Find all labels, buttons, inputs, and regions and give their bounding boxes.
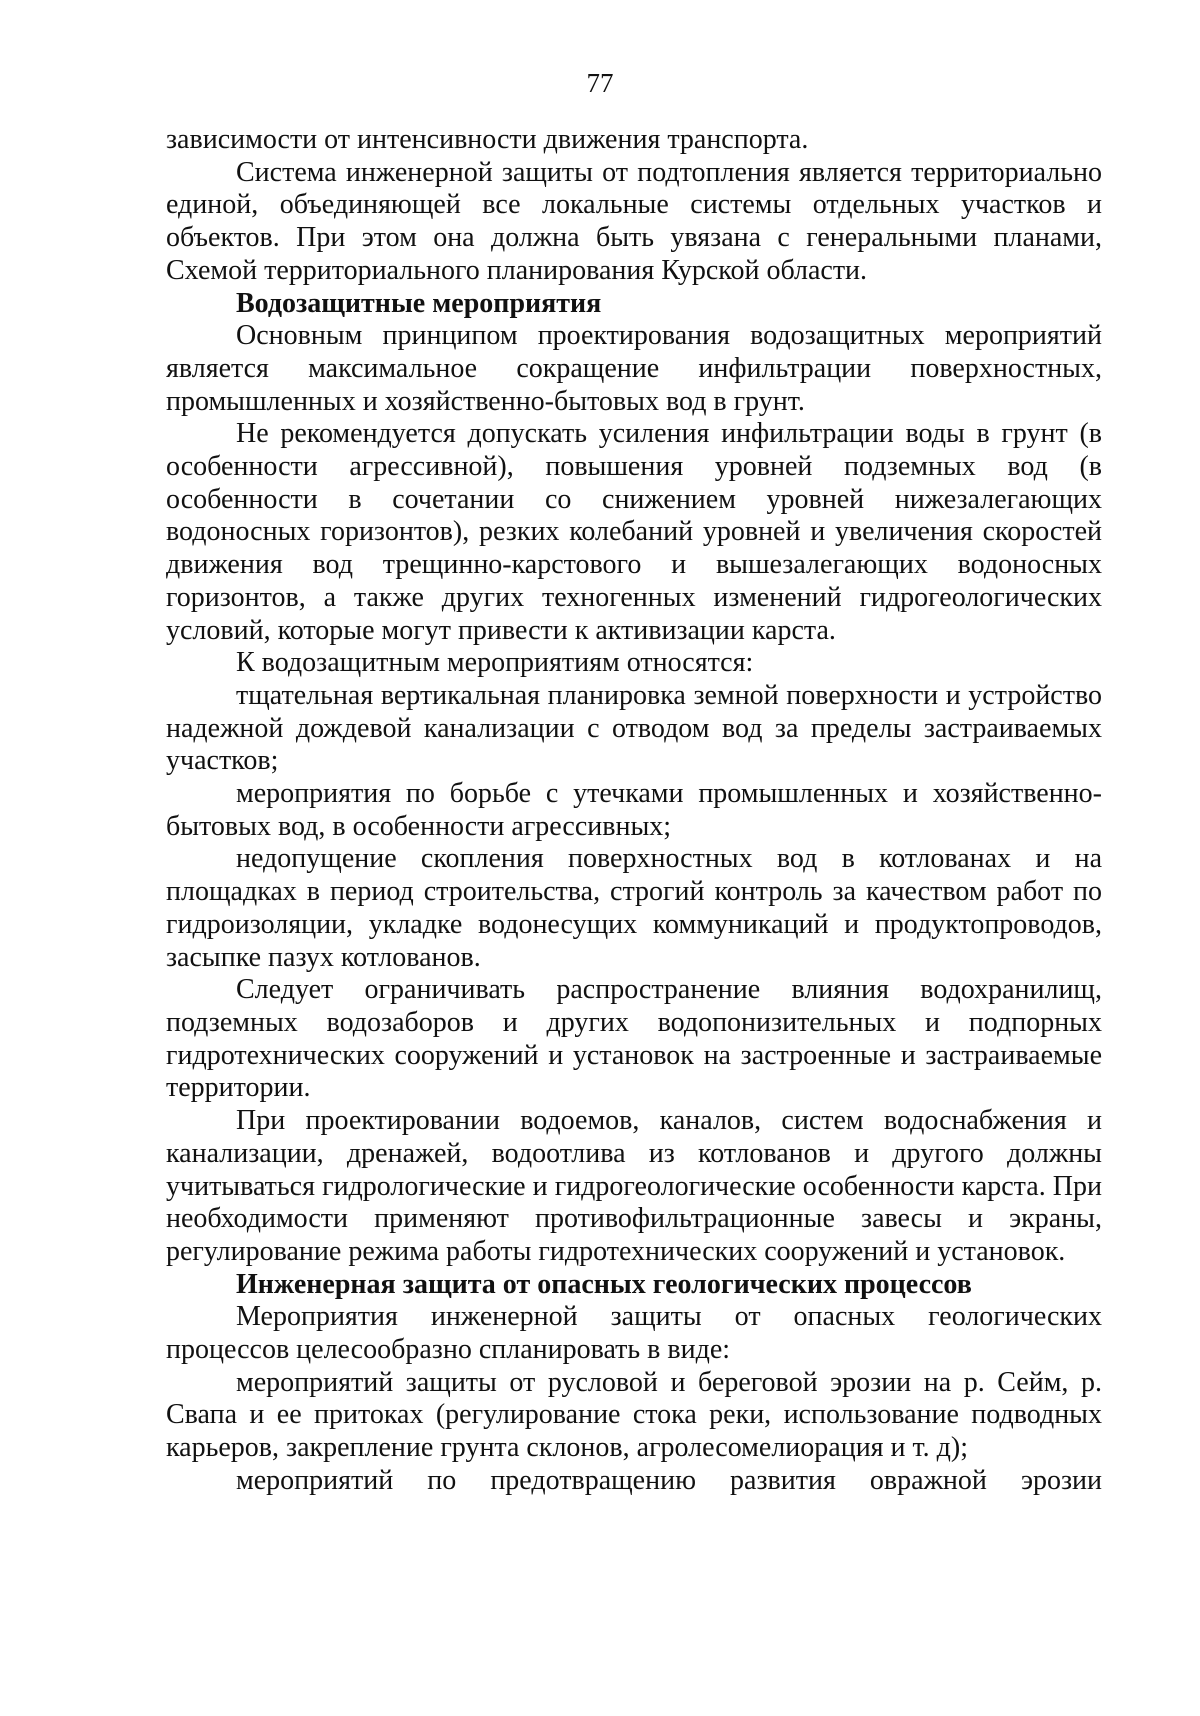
paragraph: Мероприятия инженерной защиты от опасных геологических процессов целесообразно спланировать в виде: — [166, 1301, 1102, 1366]
paragraph: Не рекомендуется допускать усиления инфильтрации воды в грунт (в особенности агрессивной), повышения уровней подземных вод (в особенности в сочетании со снижением уровней нижезалегающих водоносных горизонтов), резких колебаний уровней и увеличения скоростей движения вод трещинно-карстового и вышезалегающих водоносных горизонтов, а также других техногенных изменений гидрогеологических условий, которые могут привести к активизации карста. — [166, 418, 1102, 646]
section-heading: Инженерная защита от опасных геологических процессов — [236, 1268, 972, 1300]
paragraph: тщательная вертикальная планировка земной поверхности и устройство надежной дождевой канализации с отводом вод за пределы застраиваемых участков; — [166, 679, 1102, 777]
paragraph: мероприятия по борьбе с утечками промышленных и хозяйственно-бытовых вод, в особенности агрессивных; — [166, 778, 1102, 842]
paragraph: мероприятий по предотвращению развития овражной эрозии — [236, 1464, 1102, 1496]
paragraph: мероприятий защиты от русловой и береговой эрозии на р. Сейм, р. Свапа и ее притоках (регулирование стока реки, использование подводных карьеров, закрепление грунта склонов, агролесомелиорация и т. д); — [166, 1366, 1102, 1464]
paragraph: Следует ограничивать распространение влияния водохранилищ, подземных водозаборов и других водопонизительных и подпорных гидротехнических сооружений и установок на застроенные и застраиваемые территории. — [166, 974, 1102, 1104]
paragraph: К водозащитным мероприятиям относятся: — [236, 647, 754, 679]
paragraph: При проектировании водоемов, каналов, систем водоснабжения и канализации, дренажей, водоотлива из котлованов и другого должны учитываться гидрологические и гидрогеологические особенности карста. При необходимости применяют противофильтрационные завесы и экраны, регулирование режима работы гидротехнических сооружений и установок. — [166, 1105, 1102, 1267]
paragraph: Основным принципом проектирования водозащитных мероприятий является максимальное сокращение инфильтрации поверхностных, промышленных и хозяйственно-бытовых вод в грунт. — [166, 320, 1102, 417]
paragraph: недопущение скопления поверхностных вод в котлованах и на площадках в период строительства, строгий контроль за качеством работ по гидроизоляции, укладке водонесущих коммуникаций и продуктопроводов, засыпке пазух котлованов. — [166, 843, 1102, 973]
paragraph: зависимости от интенсивности движения транспорта. — [166, 124, 809, 155]
page-number: 77 — [586, 68, 614, 98]
paragraph: Система инженерной защиты от подтопления является территориально единой, объединяющей все локальные системы отдельных участков и объектов. При этом она должна быть увязана с генеральными планами, Схемой территориального планирования Курской области. — [166, 156, 1102, 286]
section-heading: Водозащитные мероприятия — [236, 287, 602, 319]
document-body — [166, 124, 1102, 1498]
